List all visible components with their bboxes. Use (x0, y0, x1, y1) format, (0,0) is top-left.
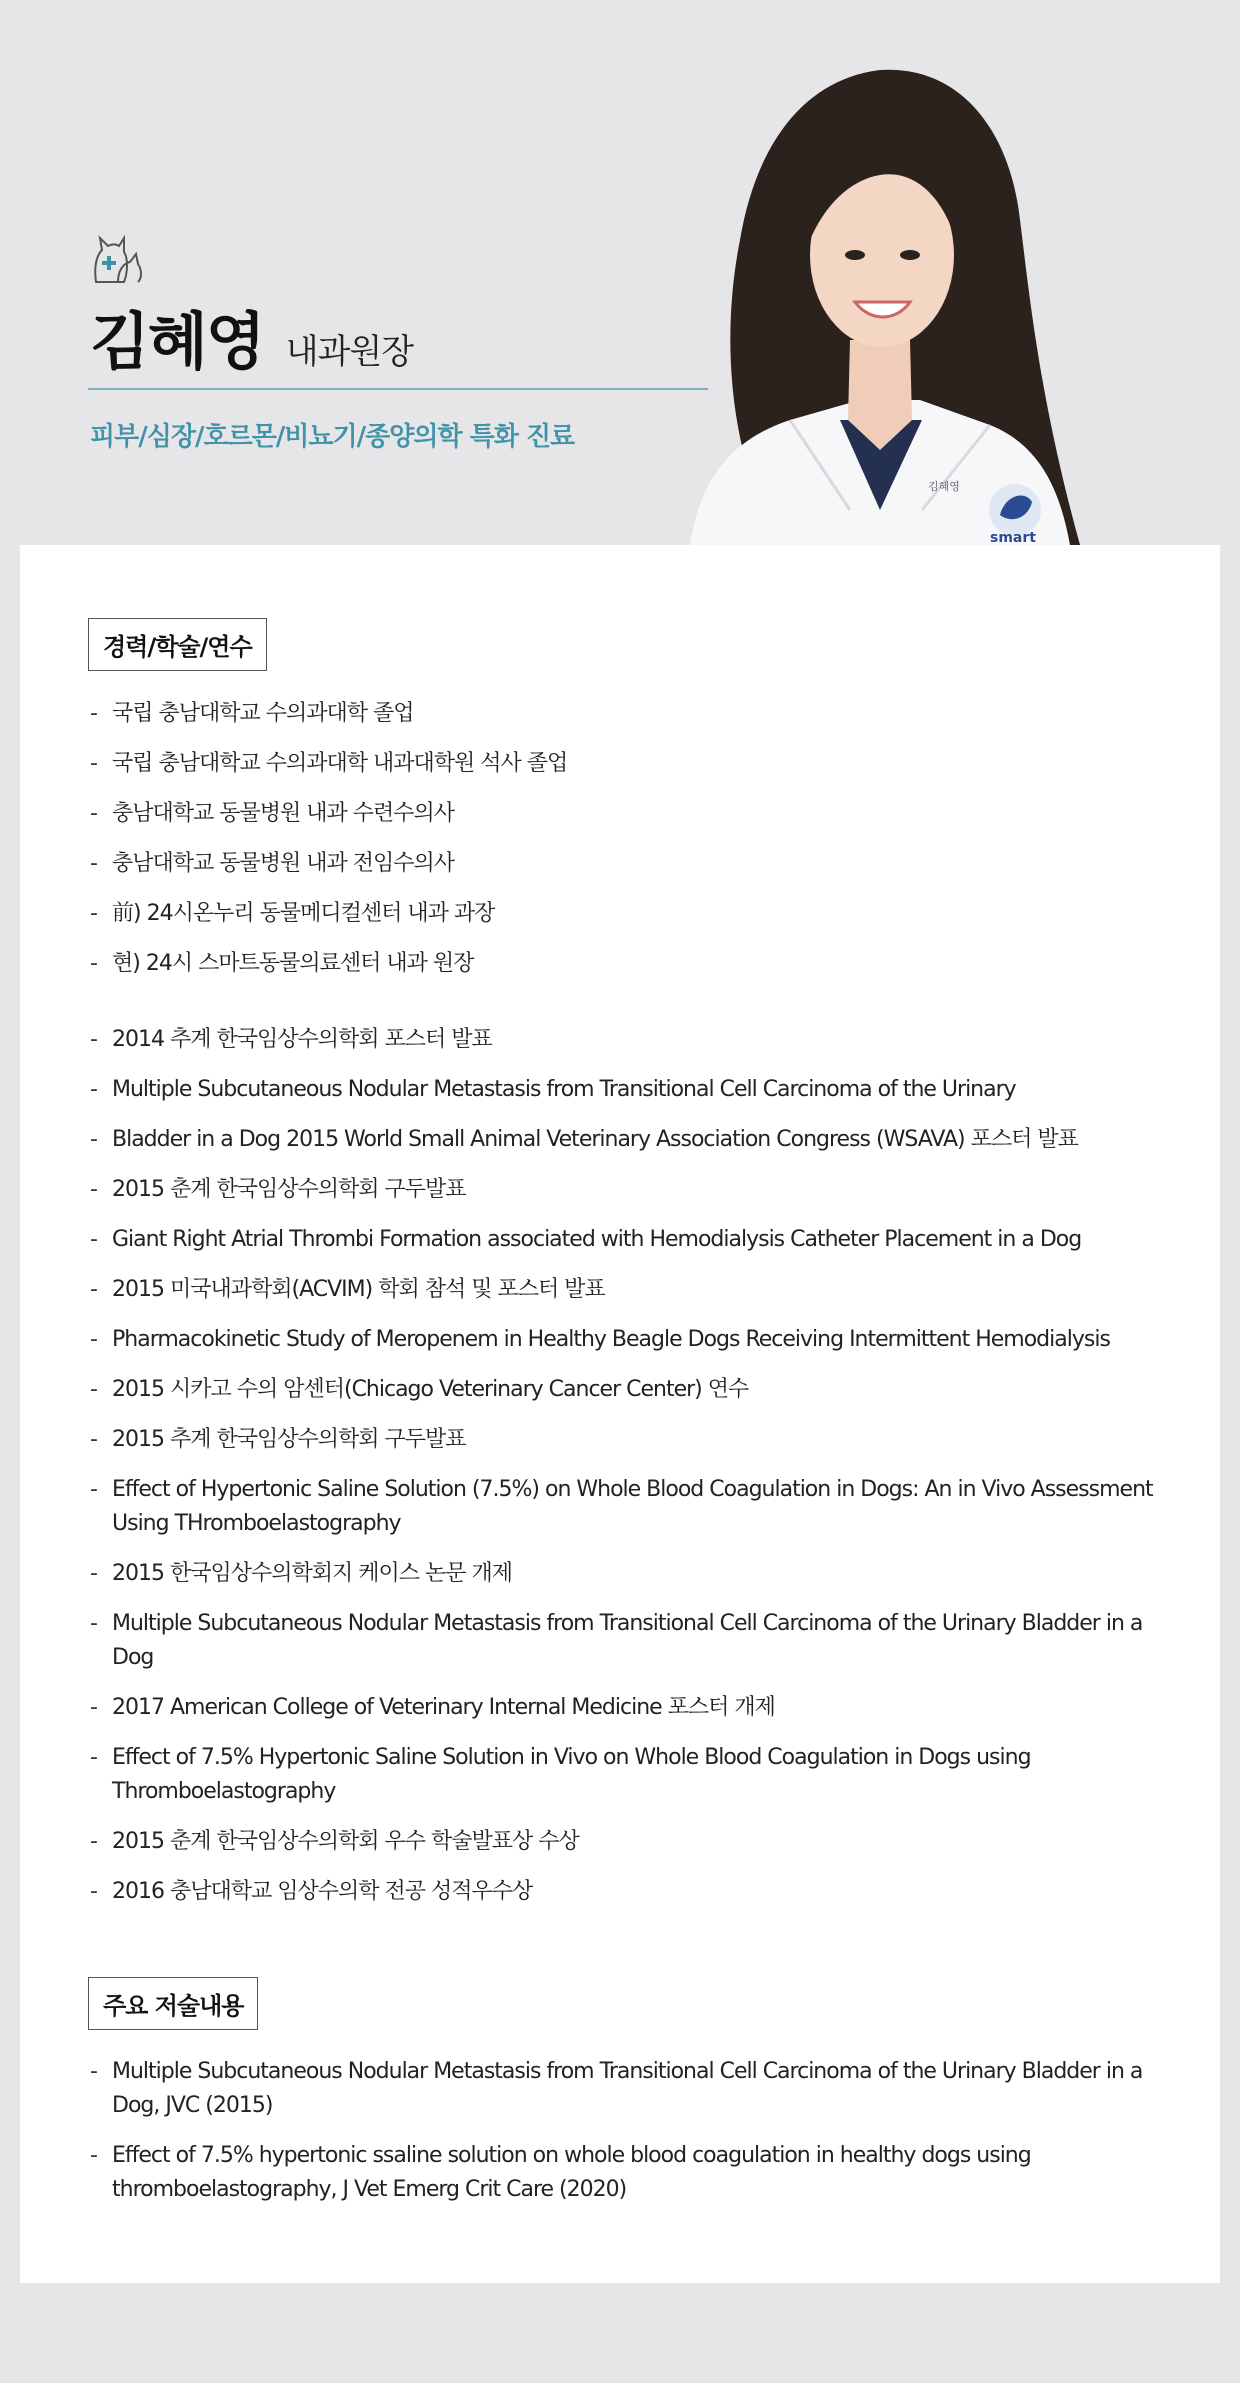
specialty-text: 피부/심장/호르몬/비뇨기/종양의학 특화 진료 (90, 422, 575, 452)
publications-heading: 주요 저술내용 (88, 1977, 258, 2030)
hero-divider (88, 388, 708, 390)
cat-dog-cross-icon (88, 232, 144, 288)
doctor-title: 내과원장 (285, 332, 414, 372)
list-item: - 충남대학교 동물병원 내과 전임수의사 (90, 847, 1170, 881)
list-item: - 2014 추계 한국임상수의학회 포스터 발표 (90, 1023, 1170, 1057)
list-item: - 국립 충남대학교 수의과대학 내과대학원 석사 졸업 (90, 747, 1170, 781)
list-item: - 2015 시카고 수의 암센터(Chicago Veterinary Cancer Center) 연수 (90, 1373, 1170, 1407)
career-heading: 경력/학술/연수 (88, 618, 267, 671)
list-item: - 前) 24시온누리 동물메디컬센터 내과 과장 (90, 897, 1170, 931)
list-item: - Effect of 7.5% Hypertonic Saline Solution in Vivo on Whole Blood Coagulation in Dogs using Thromboelastography (90, 1741, 1170, 1809)
list-item: - 2016 충남대학교 임상수의학 전공 성적우수상 (90, 1875, 1170, 1909)
profile-hero (0, 0, 1240, 545)
list-item: - Multiple Subcutaneous Nodular Metastasis from Transitional Cell Carcinoma of the Urinary (90, 1073, 1170, 1107)
list-item: - Pharmacokinetic Study of Meropenem in Healthy Beagle Dogs Receiving Intermittent Hemodialysis (90, 1323, 1170, 1357)
list-item: - 2015 추계 한국임상수의학회 구두발표 (90, 1423, 1170, 1457)
list-item: - 충남대학교 동물병원 내과 수련수의사 (90, 797, 1170, 831)
list-item: - 2015 춘계 한국임상수의학회 구두발표 (90, 1173, 1170, 1207)
doctor-portrait (660, 40, 1100, 545)
list-item: - Effect of 7.5% hypertonic ssaline solution on whole blood coagulation in healthy dogs using thromboelastography, J Vet Emerg Crit Care (2020) (90, 2139, 1170, 2207)
list-item: - 국립 충남대학교 수의과대학 졸업 (90, 697, 1170, 731)
coat-name-tag: 김혜영 (928, 480, 960, 493)
list-item: - Multiple Subcutaneous Nodular Metastasis from Transitional Cell Carcinoma of the Urinary Bladder in a Dog, JVC (2015) (90, 2055, 1170, 2123)
publications-list (90, 2055, 1170, 2223)
list-item: - 2015 한국임상수의학회지 케이스 논문 개제 (90, 1557, 1170, 1591)
list-item: - 2015 미국내과학회(ACVIM) 학회 참석 및 포스터 발표 (90, 1273, 1170, 1307)
list-item: - Giant Right Atrial Thrombi Formation associated with Hemodialysis Catheter Placement in a Dog (90, 1223, 1170, 1257)
career-list-primary (90, 697, 1170, 997)
career-list-academic (90, 1023, 1170, 1925)
doctor-name-row (90, 292, 413, 381)
coat-brand-logo: smart (990, 530, 1036, 545)
profile-content-card (20, 545, 1220, 2283)
list-item: - 현) 24시 스마트동물의료센터 내과 원장 (90, 947, 1170, 981)
list-item: - Multiple Subcutaneous Nodular Metastasis from Transitional Cell Carcinoma of the Urinary Bladder in a Dog (90, 1607, 1170, 1675)
doctor-name: 김혜영 (90, 305, 264, 378)
list-item: - 2017 American College of Veterinary Internal Medicine 포스터 개제 (90, 1691, 1170, 1725)
list-item: - Effect of Hypertonic Saline Solution (7.5%) on Whole Blood Coagulation in Dogs: An in Vivo Assessment Using THromboelastography (90, 1473, 1170, 1541)
list-item: - Bladder in a Dog 2015 World Small Animal Veterinary Association Congress (WSAVA) 포스터 발표 (90, 1123, 1170, 1157)
list-item: - 2015 춘계 한국임상수의학회 우수 학술발표상 수상 (90, 1825, 1170, 1859)
